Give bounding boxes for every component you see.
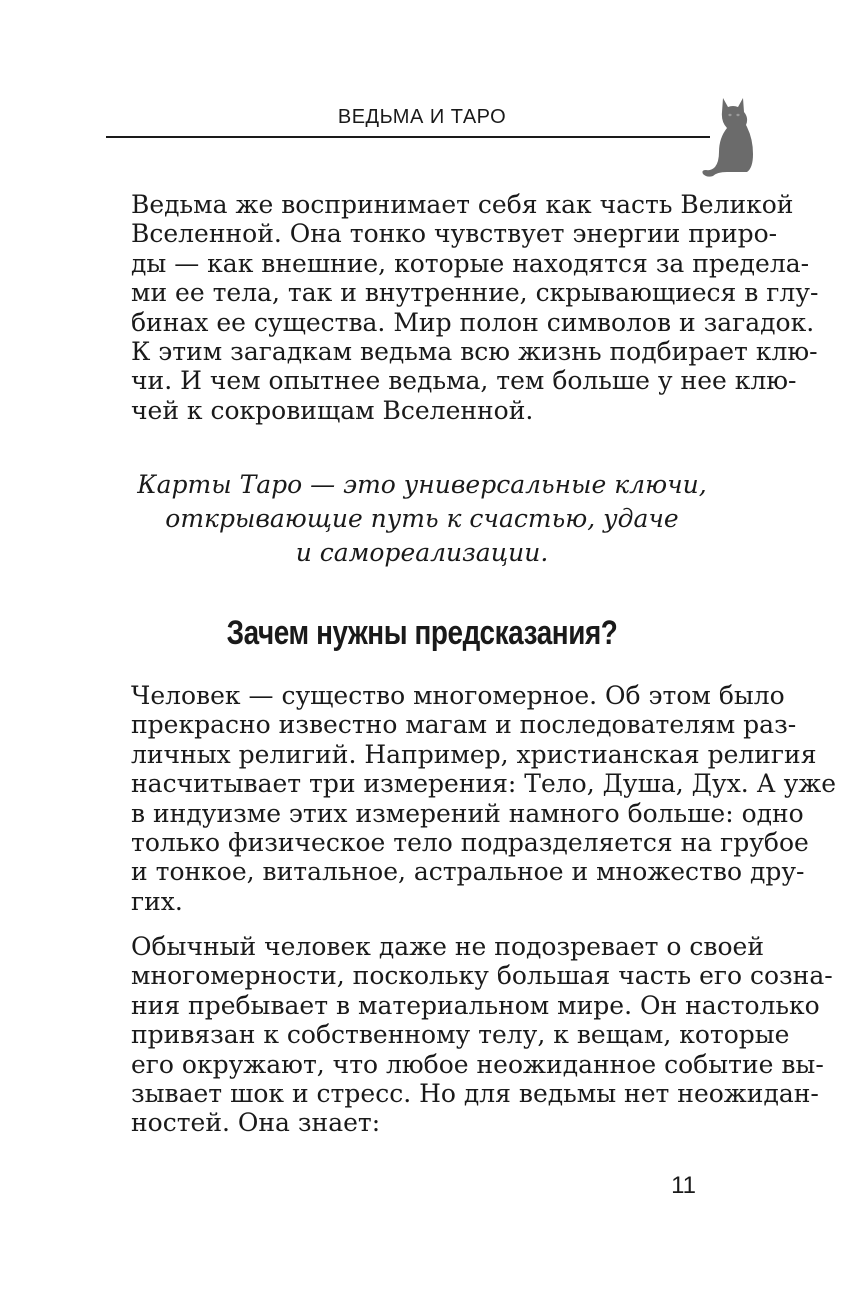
paragraph-3-line: привязан к собственному телу, к вещам, которые	[131, 1020, 790, 1050]
section-heading: Зачем нужны предсказания?	[226, 614, 618, 652]
epigraph-quote	[100, 468, 744, 570]
cat-silhouette-icon	[697, 94, 757, 178]
paragraph-1-line: ды — как внешние, которые находятся за предела-	[131, 248, 810, 278]
page-number: 11	[671, 1172, 696, 1199]
quote-line: Карты Таро — это универсальные ключи,	[137, 470, 707, 499]
paragraph-2-line: Человек — существо многомерное. Об этом было	[131, 681, 785, 710]
quote-line: и самореализации.	[295, 538, 549, 567]
paragraph-2-line: и тонкое, витальное, астральное и множество дру-	[131, 857, 805, 887]
paragraph-1-line: бинах ее существа. Мир полон символов и загадок.	[131, 307, 815, 337]
paragraph-1-line: К этим загадкам ведьма всю жизнь подбирает клю-	[131, 337, 818, 367]
paragraph-2-line: прекрасно известно магам и последователям раз-	[131, 710, 797, 740]
paragraph-3	[131, 932, 833, 1138]
paragraph-3-line: ностей. Она знает:	[131, 1108, 381, 1138]
paragraph-2-line: личных религий. Например, христианская религия	[131, 739, 817, 769]
paragraph-1-line: Ведьма же воспринимает себя как часть Великой	[131, 190, 794, 219]
paragraph-2-line: только физическое тело подразделяется на грубое	[131, 828, 809, 858]
paragraph-2-line: в индуизме этих измерений намного больше: одно	[131, 798, 804, 828]
paragraph-2	[131, 681, 837, 916]
paragraph-2-line: гих.	[131, 886, 183, 916]
paragraph-3-line: многомерности, поскольку большая часть его созна-	[131, 961, 833, 991]
paragraph-3-line: ния пребывает в материальном мире. Он настолько	[131, 990, 820, 1020]
paragraph-1-line: ми ее тела, так и внутренние, скрывающиеся в глу-	[131, 278, 819, 308]
running-title: ВЕДЬМА И ТАРО	[337, 106, 507, 128]
quote-line: открывающие путь к счастью, удаче	[165, 504, 679, 533]
paragraph-1	[131, 190, 819, 425]
header-rule	[106, 136, 710, 138]
paragraph-2-line: насчитывает три измерения: Тело, Душа, Дух. А уже	[131, 769, 837, 799]
paragraph-1-line: Вселенной. Она тонко чувствует энергии приро-	[131, 219, 778, 249]
paragraph-3-line: его окружают, что любое неожиданное событие вы-	[131, 1049, 824, 1079]
paragraph-3-line: зывает шок и стресс. Но для ведьмы нет неожидан-	[131, 1079, 819, 1109]
paragraph-1-line: чи. И чем опытнее ведьма, тем больше у нее клю-	[131, 366, 797, 396]
paragraph-3-line: Обычный человек даже не подозревает о своей	[131, 932, 765, 961]
paragraph-1-line: чей к сокровищам Вселенной.	[131, 395, 534, 425]
